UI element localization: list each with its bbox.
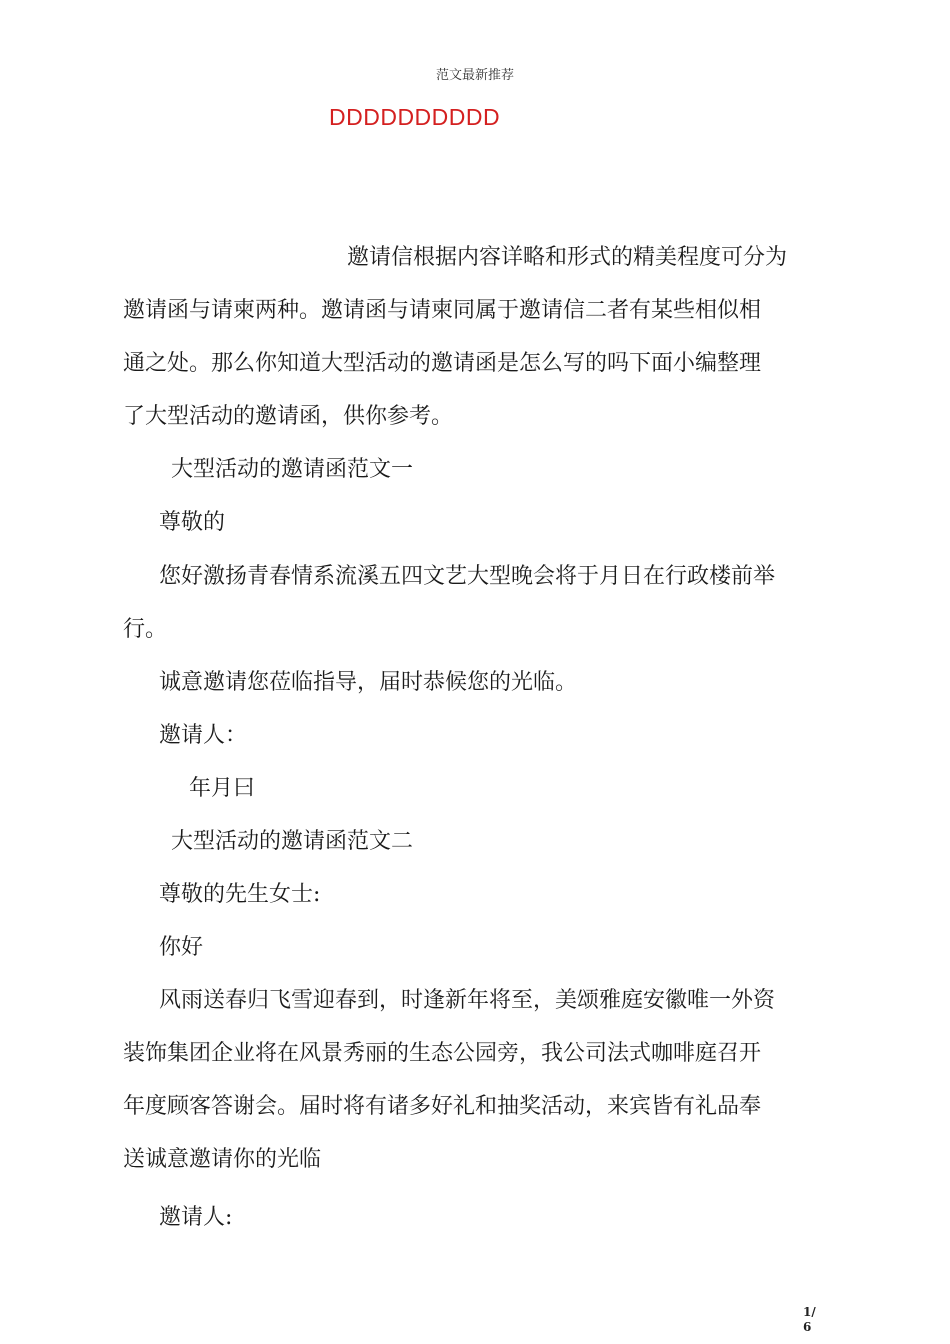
red-title: DDDDDDDDDD [329, 104, 501, 130]
sample2-greeting: 尊敬的先生女士: [159, 882, 321, 907]
sample1-body-line-2: 行。 [123, 617, 168, 642]
page-header: 范文最新推荐 [435, 68, 514, 83]
sample1-invite: 诚意邀请您莅临指导，届时恭候您的光临。 [159, 670, 578, 695]
sample1-greeting: 尊敬的 [159, 510, 226, 535]
sample1-body-line-1: 您好激扬青春情系流溪五四文艺大型晚会将于月日在行政楼前举 [159, 564, 776, 589]
sample2-hello: 你好 [159, 935, 204, 960]
sample1-date: 年月曰 [189, 776, 256, 801]
sample2-body-line-3: 年度顾客答谢会。届时将有诸多好礼和抽奖活动，来宾皆有礼品奉 [123, 1094, 762, 1119]
sample1-heading: 大型活动的邀请函范文一 [171, 457, 414, 482]
sample2-body-line-1: 风雨送春归飞雪迎春到，时逢新年将至，美颂雅庭安徽唯一外资 [159, 988, 776, 1013]
intro-line-2: 邀请函与请柬两种。邀请函与请柬同属于邀请信二者有某些相似相 [123, 298, 762, 323]
page-number [803, 1305, 823, 1335]
sample2-inviter: 邀请人: [159, 1205, 233, 1230]
intro-line-3: 通之处。那么你知道大型活动的邀请函是怎么写的吗下面小编整理 [123, 351, 762, 376]
sample2-body-line-2: 装饰集团企业将在风景秀丽的生态公园旁，我公司法式咖啡庭召开 [123, 1041, 762, 1066]
sample1-inviter: 邀请人： [159, 723, 248, 748]
sample2-body-line-4: 送诚意邀请你的光临 [123, 1147, 322, 1172]
intro-line-1: 邀请信根据内容详略和形式的精美程度可分为 [347, 245, 788, 270]
intro-line-4: 了大型活动的邀请函，供你参考。 [123, 404, 454, 429]
sample2-heading: 大型活动的邀请函范文二 [171, 829, 414, 854]
page-number-total: 6 [803, 1320, 812, 1334]
page-number-current: 1/ [803, 1305, 816, 1319]
